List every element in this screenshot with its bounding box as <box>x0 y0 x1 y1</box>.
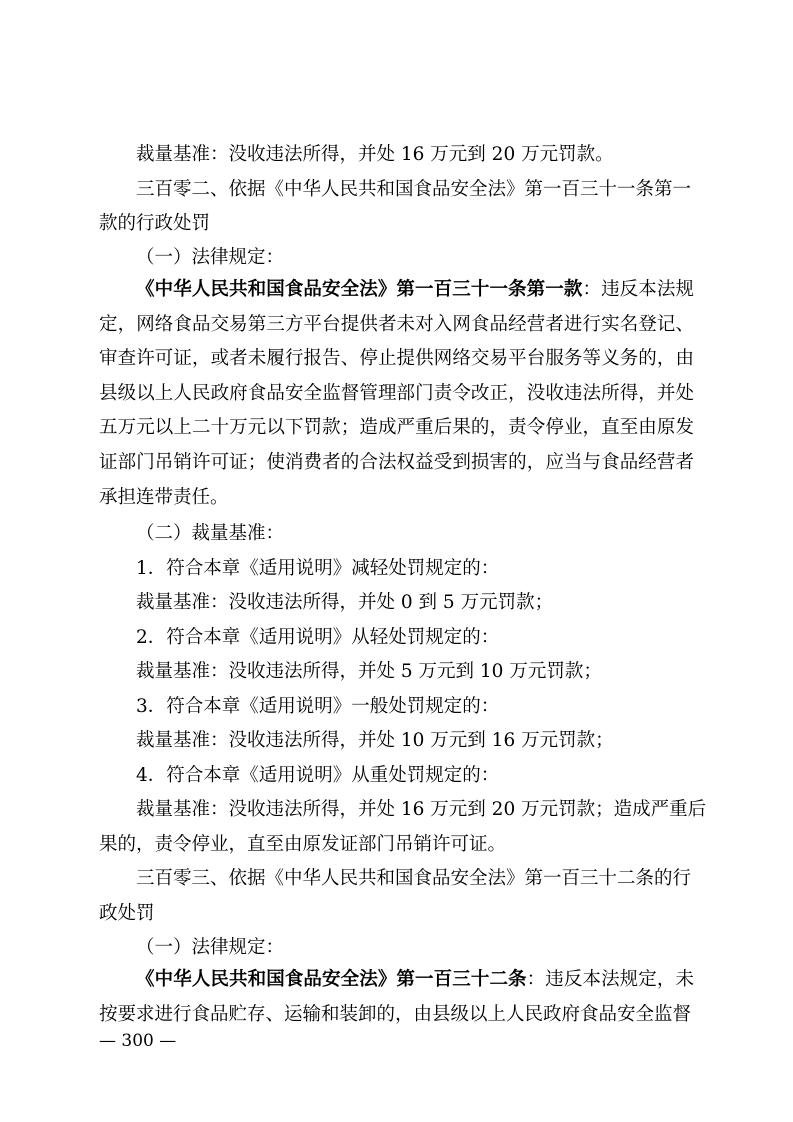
law-article-text: ：违反本法规定，网络食品交易第三方平台提供者未对入网食品经营者进行实名登记、审查许可证，或者未履行报告、停止提供网络交易平台服务等义务的，由县级以上人民政府食品安全监督管理部门责令改正，没收违法所得，并处五万元以上二十万元以下罚款；造成严重后果的，责令停业，直至由原发证部门吊销许可证；使消费者的合法权益受到损害的，应当与食品经营者承担连带责任。 <box>99 279 694 508</box>
item-3: 3．符合本章《适用说明》一般处罚规定的： <box>136 696 500 717</box>
page-number: — 300 — <box>99 1031 177 1051</box>
item-4-standard-cont: 果的，责令停业，直至由原发证部门吊销许可证。 <box>99 834 507 855</box>
legal-provision-paragraph-2 <box>99 963 694 1032</box>
item-3-standard: 裁量基准：没收违法所得，并处 10 万元到 16 万元罚款； <box>136 730 614 751</box>
legal-provision-heading-2: （一）法律规定： <box>136 937 285 958</box>
legal-provision-paragraph <box>99 273 694 515</box>
section-303-heading: 三百零三、依据《中华人民共和国食品安全法》第一百三十二条的行 <box>136 868 692 889</box>
item-4: 4．符合本章《适用说明》从重处罚规定的： <box>136 765 500 786</box>
item-1-standard: 裁量基准：没收违法所得，并处 0 到 5 万元罚款； <box>136 592 554 613</box>
law-article-title: 《中华人民共和国食品安全法》第一百三十一条第一款 <box>136 279 583 300</box>
section-302-heading: 三百零二、依据《中华人民共和国食品安全法》第一百三十一条第一 <box>136 179 692 200</box>
law-article-title-2: 《中华人民共和国食品安全法》第一百三十二条 <box>136 969 527 990</box>
item-2: 2．符合本章《适用说明》从轻处罚规定的： <box>136 627 500 648</box>
item-2-standard: 裁量基准：没收违法所得，并处 5 万元到 10 万元罚款； <box>136 661 602 682</box>
discretion-standard-line: 裁量基准：没收违法所得，并处 16 万元到 20 万元罚款。 <box>136 144 614 165</box>
section-302-heading-cont: 款的行政处罚 <box>99 213 211 234</box>
law-article-text-2: ：违反本法规定，未按要求进行食品贮存、运输和装卸的，由县级以上人民政府食品安全监督 <box>99 969 694 1025</box>
legal-provision-heading: （一）法律规定： <box>136 247 285 268</box>
item-1: 1．符合本章《适用说明》减轻处罚规定的： <box>136 558 500 579</box>
discretion-standard-heading: （二）裁量基准： <box>136 523 285 544</box>
section-303-heading-cont: 政处罚 <box>99 903 155 924</box>
item-4-standard: 裁量基准：没收违法所得，并处 16 万元到 20 万元罚款；造成严重后 <box>136 799 707 820</box>
